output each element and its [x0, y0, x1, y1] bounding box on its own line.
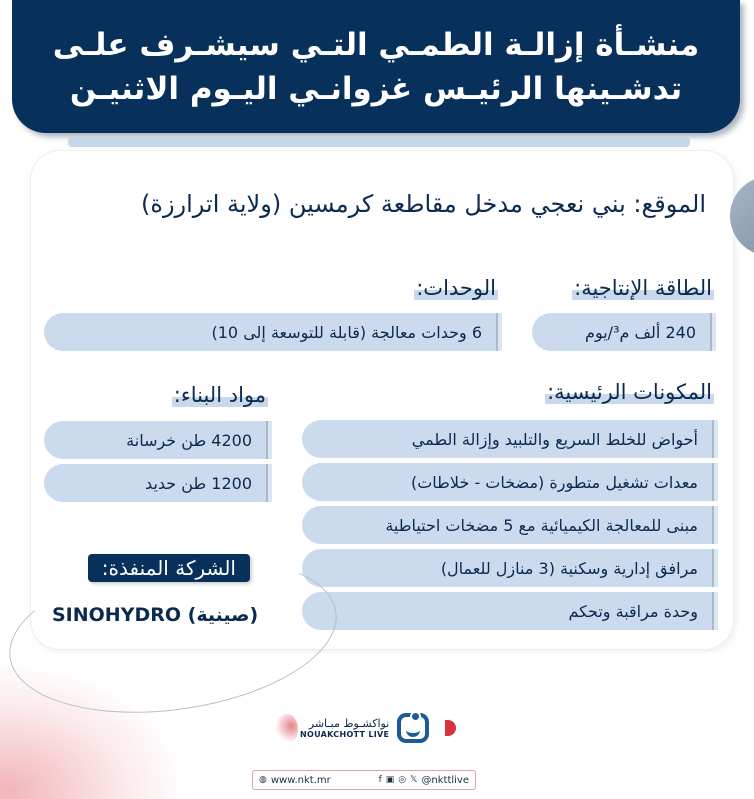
units-value [44, 313, 502, 351]
brand-name-en: NOUAKCHOTT LIVE [300, 730, 390, 739]
component-item [302, 549, 718, 587]
headline-banner [12, 0, 740, 133]
headline-line-2: تدشـينها الرئيـس غزوانـي اليـوم الاثنيـن [69, 70, 683, 107]
website-link[interactable]: www.nkt.mr [270, 774, 331, 786]
capacity-label: الطاقة الإنتاجية: [574, 276, 712, 300]
component-item-text: مرافق إدارية وسكنية (3 منازل للعمال) [440, 558, 698, 578]
contractor-label: الشركة المنفذة: [88, 554, 250, 582]
headline-line-1: منشـأة إزالـة الطمـي التـي سيشـرف علـى [52, 26, 700, 63]
brand-dot-icon [445, 720, 456, 736]
youtube-icon[interactable]: ▣ [385, 775, 395, 785]
footer-contact-bar [252, 770, 476, 790]
units-label: الوحدات: [416, 276, 496, 300]
headline-underbar [68, 137, 690, 147]
capacity-value-text: 240 ألف م³/يوم [585, 322, 696, 342]
globe-icon: ◍ [259, 775, 267, 785]
component-item [302, 592, 718, 630]
facebook-icon[interactable]: f [378, 775, 382, 785]
component-item [302, 463, 718, 501]
capacity-value [532, 313, 716, 351]
social-handle[interactable]: @nkttlive [421, 774, 469, 786]
components-label: المكونات الرئيسية: [547, 380, 712, 404]
material-item-text: 4200 طن خرسانة [126, 430, 252, 450]
brand-mark-icon [397, 713, 429, 743]
brand-logo [270, 713, 456, 743]
contractor-name: SINOHYDRO (صينية) [52, 604, 259, 626]
location-text: الموقع: بني نعجي مدخل مقاطعة كرمسين (ولاية اترارزة) [141, 190, 706, 218]
units-value-text: 6 وحدات معالجة (قابلة للتوسعة إلى 10) [211, 322, 482, 342]
instagram-icon[interactable]: ◎ [398, 775, 407, 785]
component-item-text: وحدة مراقبة وتحكم [568, 601, 698, 621]
brand-wordmark [300, 717, 389, 739]
component-item-text: أحواض للخلط السريع والتلبيد وإزالة الطمي [411, 429, 698, 449]
brand-name-ar: نواكشـوط مبـاشر [308, 717, 390, 730]
component-item-text: مبنى للمعالجة الكيميائية مع 5 مضخات احتياطية [385, 515, 698, 535]
x-icon[interactable]: 𝕏 [410, 775, 418, 785]
material-item [44, 421, 272, 459]
material-item [44, 464, 272, 502]
material-item-text: 1200 طن حديد [145, 473, 252, 493]
component-item [302, 420, 718, 458]
materials-label: مواد البناء: [173, 383, 266, 407]
component-item-text: معدات تشغيل متطورة (مضخات - خلاطات) [411, 472, 698, 492]
component-item [302, 506, 718, 544]
